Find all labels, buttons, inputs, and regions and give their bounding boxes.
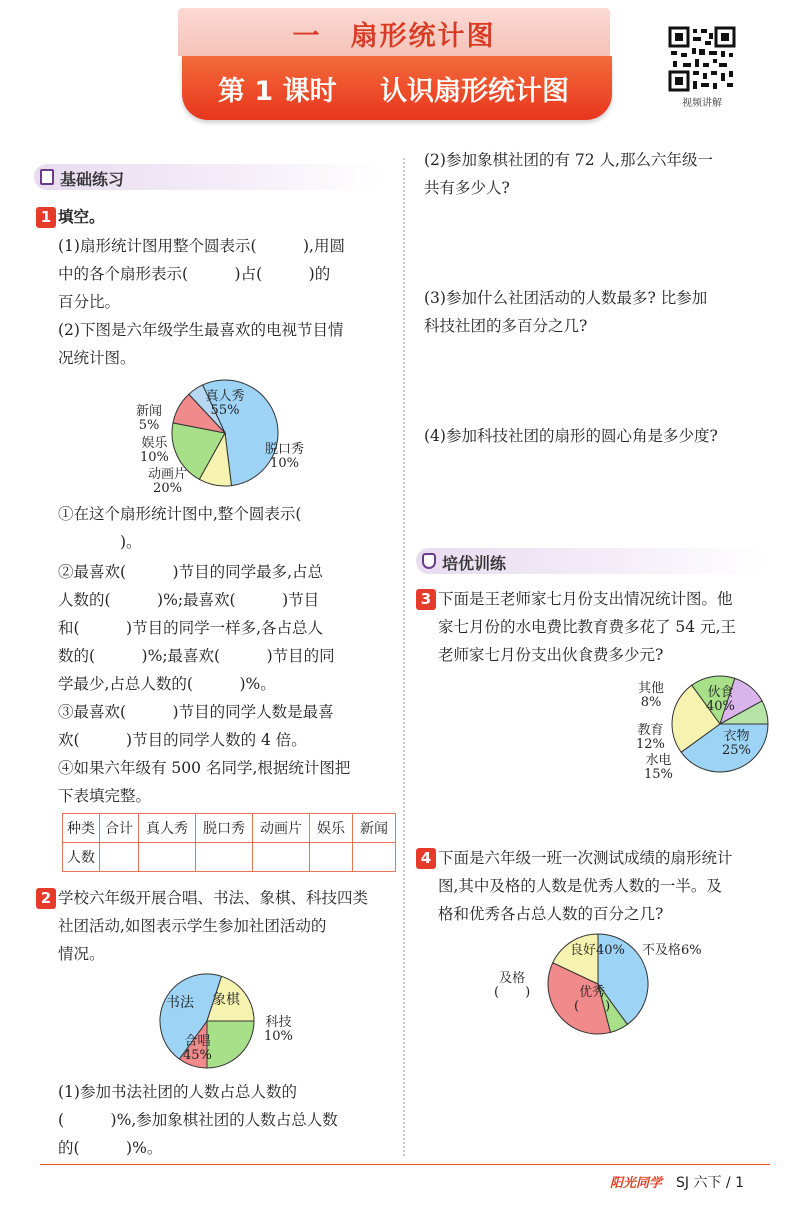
- text-line: 学最少,占总人数的( )%。: [58, 675, 276, 693]
- qr-code-icon[interactable]: [668, 26, 736, 92]
- text-line: (1)参加书法社团的人数占总人数的: [58, 1083, 297, 1101]
- slice-label: 优秀 ( ): [574, 985, 611, 1014]
- answer-cell[interactable]: [100, 843, 139, 872]
- slice-label: 良好40%: [570, 943, 625, 958]
- q1-title: 填空。: [58, 208, 105, 226]
- text-line: 学校六年级开展合唱、书法、象棋、科技四类: [58, 889, 369, 907]
- section-basic-label: 基础练习: [60, 170, 125, 189]
- text-line: 和( )节目的同学一样多,各占总人: [58, 619, 324, 637]
- table-header: 新闻: [353, 814, 396, 843]
- slice-label: 衣物 25%: [722, 729, 751, 758]
- text-line: 家七月份的水电费比教育费多花了 54 元,王: [438, 618, 737, 636]
- slice-label: 合唱 45%: [183, 1034, 212, 1063]
- slice-label: 及格 ( ): [494, 971, 531, 1000]
- text-line: 下面是六年级一班一次测试成绩的扇形统计: [438, 849, 733, 867]
- text-line: 科技社团的多百分之几?: [424, 317, 588, 335]
- text-line: (2)下图是六年级学生最喜欢的电视节目情: [58, 321, 344, 339]
- text-line: 的( )%。: [58, 1139, 163, 1157]
- slice-label: 伙食 40%: [706, 685, 735, 714]
- slice-label: 不及格6%: [642, 943, 702, 958]
- table-header: 动画片: [253, 814, 310, 843]
- question-number: 4: [416, 848, 436, 869]
- slice-label: 新闻 5%: [136, 404, 163, 433]
- pie-slice-象棋: [207, 1021, 254, 1068]
- document-icon: [40, 169, 54, 185]
- text-line: ①在这个扇形统计图中,整个圆表示(: [58, 505, 302, 523]
- question-number: 1: [36, 207, 56, 228]
- text-line: 图,其中及格的人数是优秀人数的一半。及: [438, 877, 722, 895]
- slice-label: 水电 15%: [644, 753, 673, 782]
- table-header: 种类: [63, 814, 100, 843]
- text-line: 下表填完整。: [58, 787, 152, 805]
- text-line: 人数的( )%;最喜欢( )节目: [58, 591, 320, 609]
- footer-rule: [40, 1164, 770, 1165]
- text-line: (2)参加象棋社团的有 72 人,那么六年级一: [424, 151, 713, 169]
- lesson-title: 认识扇形统计图: [380, 76, 569, 107]
- slice-label: 教育 12%: [636, 723, 665, 752]
- slice-label: 其他 8%: [638, 681, 665, 710]
- text-line: 老师家七月份支出伙食费多少元?: [438, 646, 664, 664]
- section-advanced-label: 培优训练: [442, 554, 507, 573]
- text-line: 况统计图。: [58, 349, 136, 367]
- table-header: 真人秀: [139, 814, 196, 843]
- slice-label: 象棋: [212, 992, 240, 1008]
- table-row-label: 人数: [63, 843, 100, 872]
- text-line: 共有多少人?: [424, 179, 510, 197]
- text-line: 社团活动,如图表示学生参加社团活动的: [58, 917, 327, 935]
- text-line: ( )%,参加象棋社团的人数占总人数: [58, 1111, 338, 1129]
- answer-cell[interactable]: [196, 843, 253, 872]
- answer-cell[interactable]: [310, 843, 353, 872]
- table-row: [63, 843, 396, 872]
- question-number: 2: [36, 888, 56, 909]
- lesson-number: 第 1 课时: [218, 76, 337, 107]
- answer-table: [62, 813, 396, 872]
- question-number: 3: [416, 589, 436, 610]
- text-line: 欢( )节目的同学人数的 4 倍。: [58, 731, 307, 749]
- slice-label: 脱口秀 10%: [265, 442, 305, 471]
- slice-label: 科技 10%: [264, 1015, 293, 1044]
- text-line: ④如果六年级有 500 名同学,根据统计图把: [58, 759, 351, 777]
- text-line: 下面是王老师家七月份支出情况统计图。他: [438, 590, 733, 608]
- table-header: 脱口秀: [196, 814, 253, 843]
- slice-label: 动画片 20%: [148, 467, 188, 496]
- column-divider: [403, 158, 405, 1156]
- chapter-title: 一 扇形统计图: [292, 21, 496, 52]
- text-line: (3)参加什么社团活动的人数最多? 比参加: [424, 289, 708, 307]
- shield-icon: [422, 553, 436, 569]
- text-line: ②最喜欢( )节目的同学最多,占总: [58, 563, 324, 581]
- text-line: 中的各个扇形表示( )占( )的: [58, 265, 331, 283]
- chapter-banner: [178, 8, 610, 56]
- text-line: 数的( )%;最喜欢( )节目的同: [58, 647, 335, 665]
- answer-cell[interactable]: [353, 843, 396, 872]
- section-basic: [34, 164, 384, 190]
- text-line: (4)参加科技社团的扇形的圆心角是多少度?: [424, 427, 718, 445]
- slice-label: 真人秀 55%: [205, 389, 245, 418]
- text-line: 情况。: [58, 945, 105, 963]
- lesson-banner: [182, 56, 612, 120]
- brand-logo: 阳光同学: [610, 1176, 663, 1191]
- text-line: (1)扇形统计图用整个圆表示( ),用圆: [58, 237, 345, 255]
- table-header: 合计: [100, 814, 139, 843]
- table-header: 娱乐: [310, 814, 353, 843]
- text-line: )。: [58, 533, 142, 551]
- page-number: SJ 六下 / 1: [676, 1175, 744, 1191]
- text-line: ③最喜欢( )节目的同学人数是最喜: [58, 703, 334, 721]
- slice-label: 书法: [166, 995, 194, 1011]
- qr-caption: 视频讲解: [682, 98, 722, 109]
- answer-cell[interactable]: [253, 843, 310, 872]
- slice-label: 娱乐 10%: [140, 436, 169, 465]
- answer-cell[interactable]: [139, 843, 196, 872]
- text-line: 百分比。: [58, 293, 121, 311]
- table-header-row: [63, 814, 396, 843]
- section-advanced: [416, 548, 766, 574]
- text-line: 格和优秀各占总人数的百分之几?: [438, 905, 664, 923]
